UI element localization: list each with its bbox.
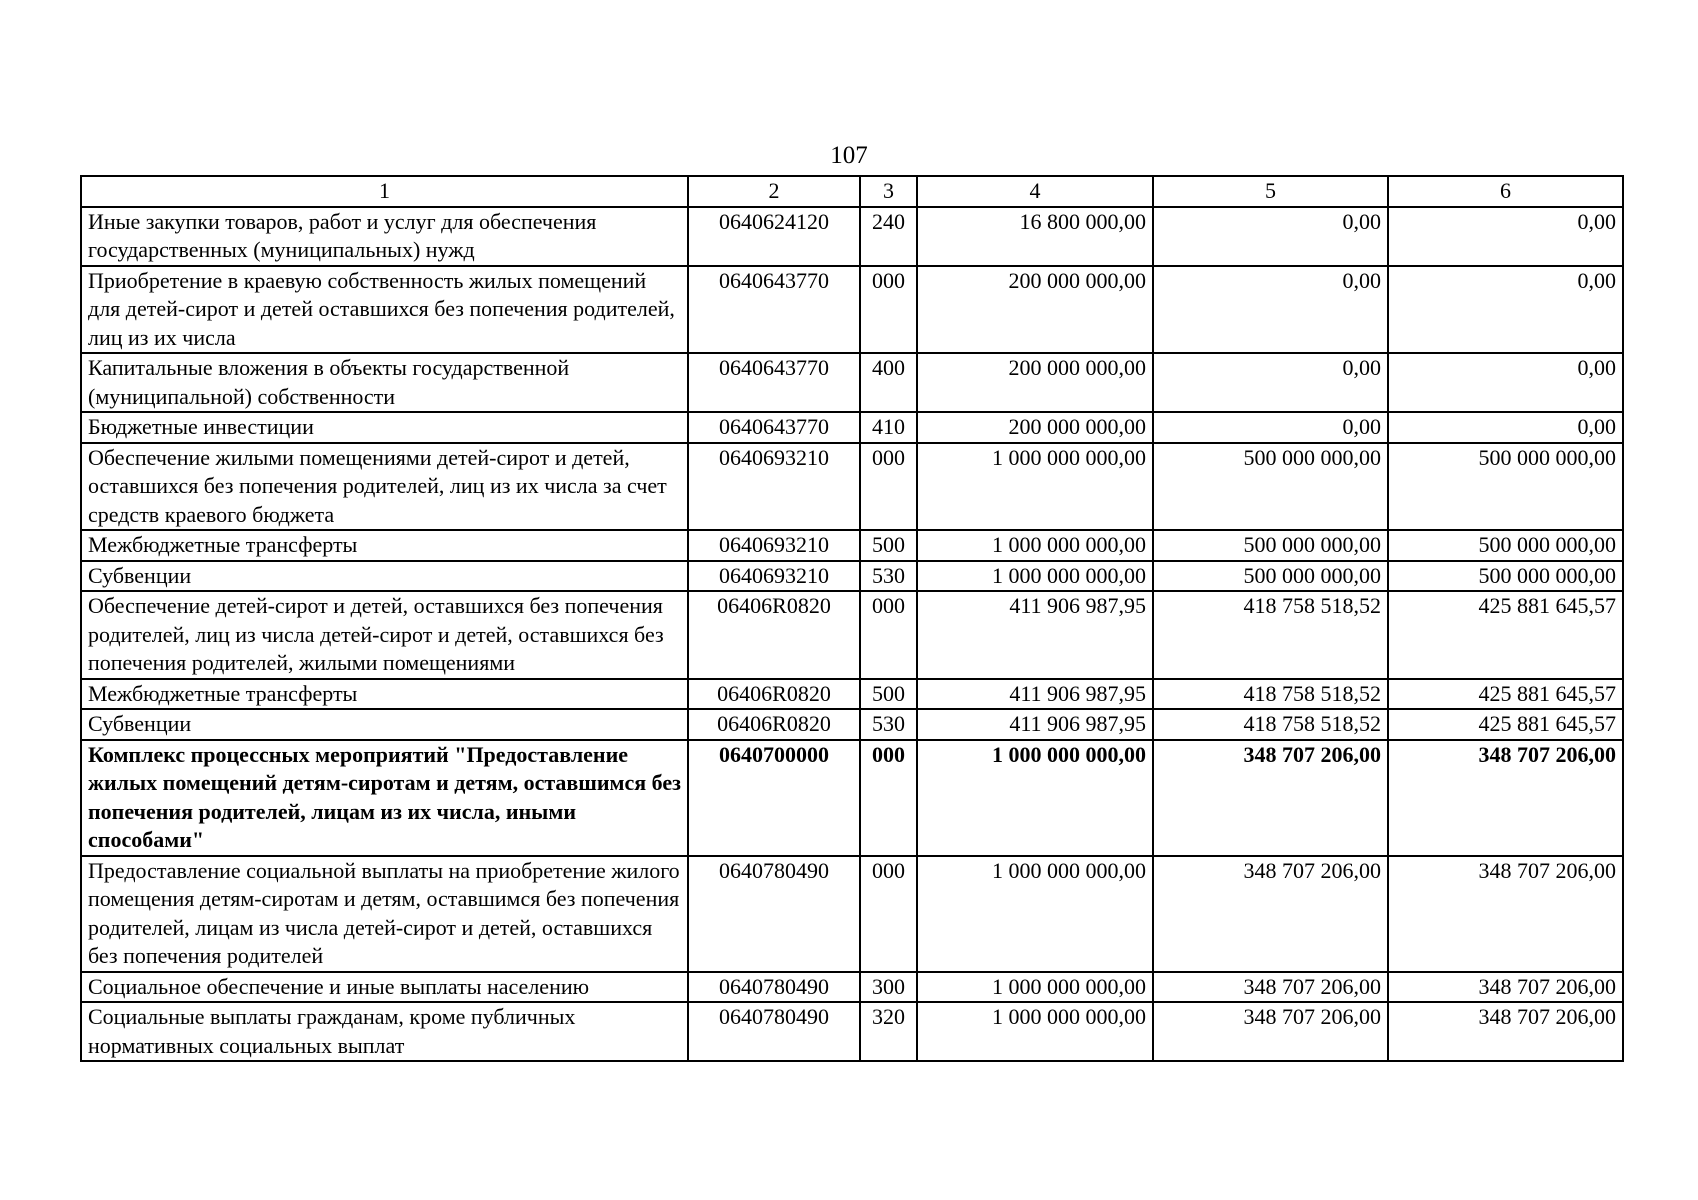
row-name: Предоставление социальной выплаты на приобретение жилого помещения детям-сиротам и детям, оставшимся без попечения родителей, лицам из числа детей-сирот и детей, оставшихся без попечения родителей [81,856,688,972]
row-value-4: 16 800 000,00 [917,207,1153,266]
row-kvr: 530 [860,709,917,740]
row-code: 0640693210 [688,443,860,531]
row-value-5: 348 707 206,00 [1153,856,1388,972]
row-value-6: 425 881 645,57 [1388,709,1623,740]
table-row [81,709,1623,740]
table-row [81,353,1623,412]
row-code: 0640700000 [688,740,860,856]
row-value-6: 500 000 000,00 [1388,561,1623,592]
row-name: Капитальные вложения в объекты государственной (муниципальной) собственности [81,353,688,412]
column-header: 5 [1153,176,1388,207]
row-value-6: 0,00 [1388,207,1623,266]
row-kvr: 530 [860,561,917,592]
row-value-4: 200 000 000,00 [917,353,1153,412]
table-row [81,1002,1623,1061]
table-row [81,561,1623,592]
column-header: 2 [688,176,860,207]
row-value-6: 500 000 000,00 [1388,530,1623,561]
row-kvr: 000 [860,443,917,531]
row-value-4: 1 000 000 000,00 [917,530,1153,561]
row-code: 0640693210 [688,530,860,561]
row-value-6: 0,00 [1388,353,1623,412]
row-value-6: 500 000 000,00 [1388,443,1623,531]
row-name: Бюджетные инвестиции [81,412,688,443]
row-value-4: 1 000 000 000,00 [917,740,1153,856]
row-name: Обеспечение детей-сирот и детей, оставшихся без попечения родителей, лиц из числа детей-сирот и детей, оставшихся без попечения родителей, жилыми помещениями [81,591,688,679]
row-value-5: 0,00 [1153,412,1388,443]
row-name: Социальные выплаты гражданам, кроме публичных нормативных социальных выплат [81,1002,688,1061]
row-value-6: 348 707 206,00 [1388,740,1623,856]
row-kvr: 500 [860,679,917,710]
row-kvr: 000 [860,591,917,679]
row-value-4: 1 000 000 000,00 [917,856,1153,972]
table-row [81,679,1623,710]
row-kvr: 000 [860,740,917,856]
row-kvr: 300 [860,972,917,1003]
row-name: Межбюджетные трансферты [81,679,688,710]
row-value-5: 0,00 [1153,266,1388,354]
row-code: 06406R0820 [688,591,860,679]
row-value-6: 0,00 [1388,266,1623,354]
row-value-6: 425 881 645,57 [1388,591,1623,679]
row-code: 0640624120 [688,207,860,266]
row-value-5: 500 000 000,00 [1153,561,1388,592]
row-name: Субвенции [81,561,688,592]
row-code: 0640780490 [688,1002,860,1061]
row-code: 0640643770 [688,353,860,412]
row-name: Комплекс процессных мероприятий "Предоставление жилых помещений детям-сиротам и детям, оставшимся без попечения родителей, лицам из их числа, иными способами" [81,740,688,856]
row-value-5: 418 758 518,52 [1153,679,1388,710]
table-header-row [81,176,1623,207]
page-number: 107 [830,142,868,169]
row-name: Приобретение в краевую собственность жилых помещений для детей-сирот и детей оставшихся без попечения родителей, лиц из их числа [81,266,688,354]
table-row [81,591,1623,679]
column-header: 3 [860,176,917,207]
row-name: Обеспечение жилыми помещениями детей-сирот и детей, оставшихся без попечения родителей, лиц из их числа за счет средств краевого бюджета [81,443,688,531]
column-header: 6 [1388,176,1623,207]
row-name: Социальное обеспечение и иные выплаты населению [81,972,688,1003]
table-row [81,266,1623,354]
row-value-4: 1 000 000 000,00 [917,972,1153,1003]
table-body [81,207,1623,1062]
row-value-4: 200 000 000,00 [917,412,1153,443]
row-value-6: 348 707 206,00 [1388,856,1623,972]
row-code: 0640643770 [688,266,860,354]
row-value-5: 0,00 [1153,353,1388,412]
row-code: 0640780490 [688,856,860,972]
row-code: 06406R0820 [688,679,860,710]
row-kvr: 000 [860,856,917,972]
row-value-5: 348 707 206,00 [1153,740,1388,856]
row-value-5: 500 000 000,00 [1153,443,1388,531]
column-header: 4 [917,176,1153,207]
row-kvr: 400 [860,353,917,412]
table-row [81,530,1623,561]
table-row [81,412,1623,443]
row-value-5: 500 000 000,00 [1153,530,1388,561]
row-value-5: 348 707 206,00 [1153,972,1388,1003]
column-header: 1 [81,176,688,207]
row-value-4: 411 906 987,95 [917,679,1153,710]
row-code: 06406R0820 [688,709,860,740]
table-row [81,856,1623,972]
row-value-6: 0,00 [1388,412,1623,443]
row-value-4: 411 906 987,95 [917,591,1153,679]
row-kvr: 240 [860,207,917,266]
row-kvr: 000 [860,266,917,354]
table-row [81,443,1623,531]
row-value-6: 348 707 206,00 [1388,1002,1623,1061]
row-value-5: 348 707 206,00 [1153,1002,1388,1061]
row-value-5: 418 758 518,52 [1153,709,1388,740]
row-value-6: 348 707 206,00 [1388,972,1623,1003]
row-name: Субвенции [81,709,688,740]
row-value-4: 411 906 987,95 [917,709,1153,740]
table-row [81,972,1623,1003]
row-name: Межбюджетные трансферты [81,530,688,561]
row-value-6: 425 881 645,57 [1388,679,1623,710]
row-value-4: 1 000 000 000,00 [917,561,1153,592]
row-value-4: 1 000 000 000,00 [917,1002,1153,1061]
row-code: 0640780490 [688,972,860,1003]
row-kvr: 410 [860,412,917,443]
row-value-5: 0,00 [1153,207,1388,266]
row-value-4: 1 000 000 000,00 [917,443,1153,531]
row-code: 0640693210 [688,561,860,592]
row-value-5: 418 758 518,52 [1153,591,1388,679]
budget-table [80,175,1624,1062]
row-kvr: 320 [860,1002,917,1061]
row-kvr: 500 [860,530,917,561]
row-value-4: 200 000 000,00 [917,266,1153,354]
table-row [81,207,1623,266]
row-code: 0640643770 [688,412,860,443]
table-row-bold [81,740,1623,856]
row-name: Иные закупки товаров, работ и услуг для обеспечения государственных (муниципальных) нужд [81,207,688,266]
